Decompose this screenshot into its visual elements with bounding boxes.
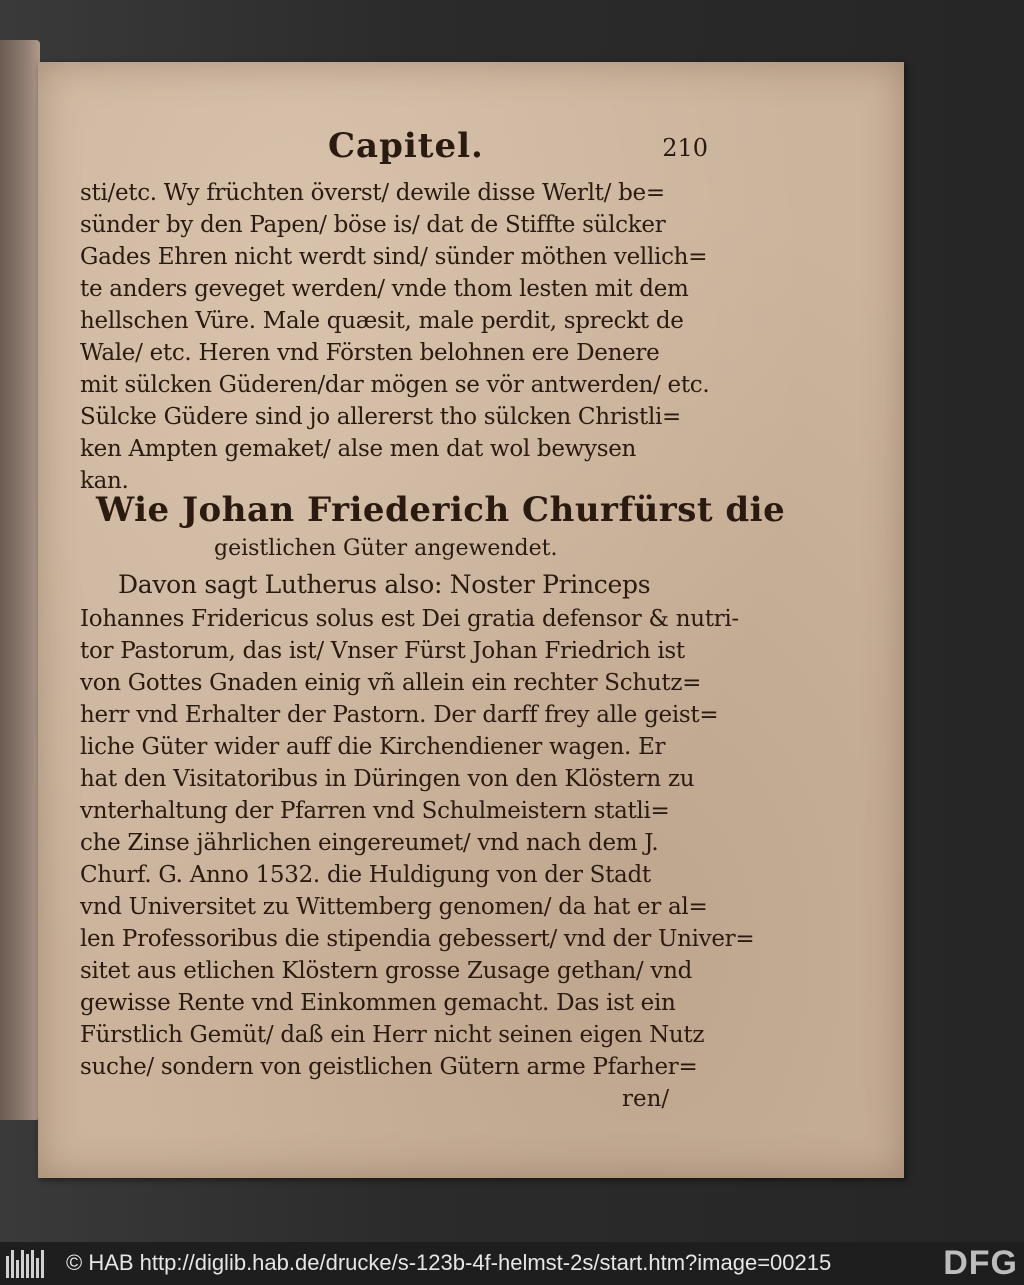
- section-subheading: geistlichen Güter angewendet.: [214, 536, 558, 561]
- text-line: Iohannes Fridericus solus est Dei gratia defensor & nutri-: [80, 606, 739, 632]
- footer-bar: [0, 1242, 1024, 1285]
- text-line: Gades Ehren nicht werdt sind/ sünder möthen vellich=: [80, 244, 708, 270]
- previous-page-edge: [0, 40, 40, 1120]
- text-line: sünder by den Papen/ böse is/ dat de Stiffte sülcker: [80, 212, 666, 238]
- text-line: vnd Universitet zu Wittemberg genomen/ da hat er al=: [80, 894, 708, 920]
- catchword: ren/: [622, 1086, 670, 1112]
- text-line: herr vnd Erhalter der Pastorn. Der darff frey alle geist=: [80, 702, 719, 728]
- running-title: Capitel.: [328, 126, 484, 166]
- text-line: che Zinse jährlichen eingereumet/ vnd nach dem J.: [80, 830, 659, 856]
- text-line: sti/etc. Wy früchten överst/ dewile disse Werlt/ be=: [80, 180, 665, 206]
- dfg-logo: DFG: [943, 1244, 1018, 1282]
- text-line: len Professoribus die stipendia gebessert/ vnd der Univer=: [80, 926, 755, 952]
- section-heading: Wie Johan Friederich Churfürst die: [96, 490, 786, 530]
- page-header: [328, 126, 708, 166]
- page-number: 210: [662, 134, 708, 162]
- text-line: kan.: [80, 468, 129, 494]
- text-line: liche Güter wider auff die Kirchendiener wagen. Er: [80, 734, 666, 760]
- text-line: suche/ sondern von geistlichen Gütern arme Pfarher=: [80, 1054, 698, 1080]
- text-line: Sülcke Güdere sind jo allererst tho sülcken Christli=: [80, 404, 682, 430]
- text-line: gewisse Rente vnd Einkommen gemacht. Das ist ein: [80, 990, 676, 1016]
- text-line: mit sülcken Güderen/dar mögen se vör antwerden/ etc.: [80, 372, 710, 398]
- text-line: vnterhaltung der Pfarren vnd Schulmeistern statli=: [80, 798, 670, 824]
- text-line: hellschen Vüre. Male quæsit, male perdit, spreckt de: [80, 308, 684, 334]
- text-line: te anders geveget werden/ vnde thom lesten mit dem: [80, 276, 689, 302]
- book-page: [38, 62, 904, 1178]
- copyright-url[interactable]: © HAB http://diglib.hab.de/drucke/s-123b-4f-helmst-2s/start.htm?image=00215: [66, 1250, 832, 1275]
- text-line: Davon sagt Lutherus also: Noster Princeps: [118, 570, 651, 599]
- text-line: Wale/ etc. Heren vnd Försten belohnen ere Denere: [80, 340, 660, 366]
- barcode-icon: [6, 1248, 46, 1278]
- text-line: sitet aus etlichen Klöstern grosse Zusage gethan/ vnd: [80, 958, 693, 984]
- text-line: tor Pastorum, das ist/ Vnser Fürst Johan Friedrich ist: [80, 638, 685, 664]
- text-line: Churf. G. Anno 1532. die Huldigung von der Stadt: [80, 862, 651, 888]
- text-line: von Gottes Gnaden einig vñ allein ein rechter Schutz=: [80, 670, 702, 696]
- text-line: ken Ampten gemaket/ alse men dat wol bewysen: [80, 436, 637, 462]
- text-line: hat den Visitatoribus in Düringen von den Klöstern zu: [80, 766, 695, 792]
- text-line: Fürstlich Gemüt/ daß ein Herr nicht seinen eigen Nutz: [80, 1022, 705, 1048]
